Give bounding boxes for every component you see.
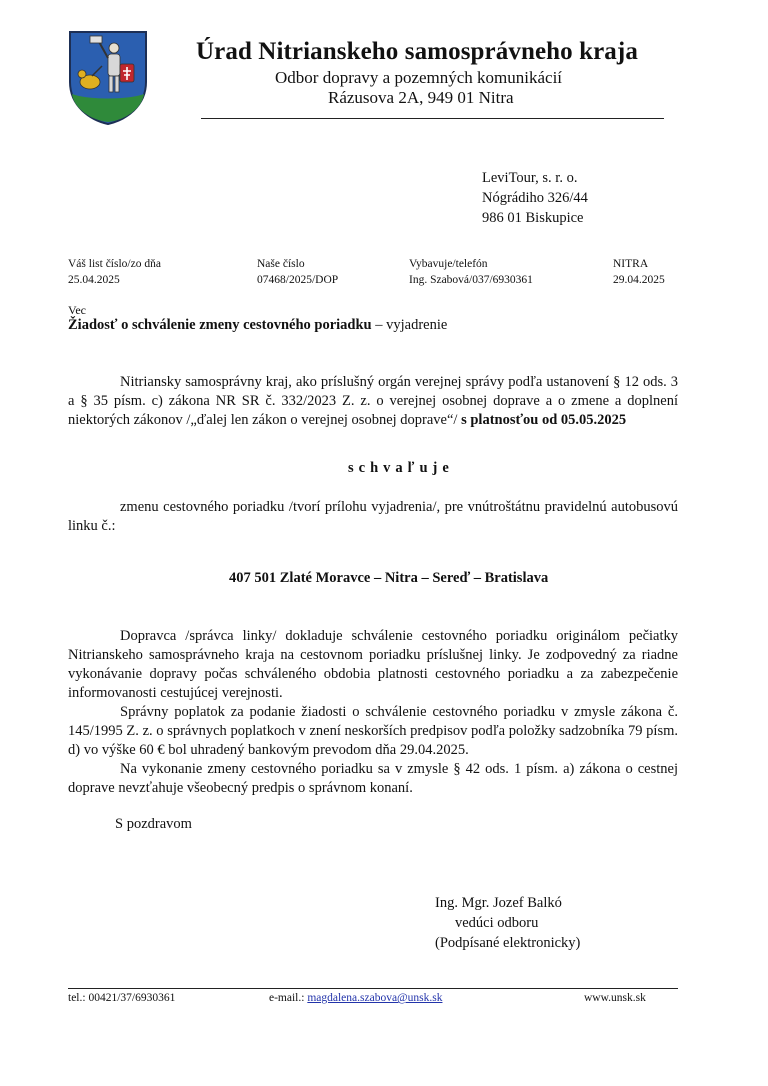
footer-email bbox=[269, 992, 442, 1004]
place-date bbox=[613, 256, 665, 288]
coat-of-arms-logo bbox=[68, 30, 148, 126]
recipient-address bbox=[482, 168, 588, 228]
our-reference bbox=[257, 256, 338, 288]
subject-label: Vec bbox=[68, 303, 86, 317]
footer-divider bbox=[68, 988, 678, 989]
recipient-name: LeviTour, s. r. o. bbox=[482, 170, 578, 186]
paragraph-change: zmenu cestovného poriadku /tvorí prílohu vyjadrenia/, pre vnútroštátnu pravidelnú autobusovú linku č.: bbox=[68, 499, 678, 534]
recipient-street: Nógrádiho 326/44 bbox=[482, 190, 588, 206]
paragraph-carrier: Dopravca /správca linky/ dokladuje schválenie cestovného poriadku originálom pečiatky Nitrianskeho samosprávneho kraja na cestovnom poriadku príslušnej linky. Je zodpovedný za riadne vykonávanie dopravy počas schváleného obdobia platnosti cestovného poriadku a za zabezpečenie informovanosti cestujúcej verejnosti. bbox=[68, 628, 678, 701]
signature-block bbox=[435, 893, 580, 953]
footer-website[interactable]: www.unsk.sk bbox=[584, 992, 646, 1004]
bus-line-name: 407 501 Zlaté Moravce – Nitra – Sereď – Bratislava bbox=[229, 570, 549, 586]
greeting: S pozdravom bbox=[115, 816, 192, 832]
place-label: NITRA bbox=[613, 258, 649, 270]
paragraph-fee: Správny poplatok za podanie žiadosti o schválenie cestovného poriadku v zmysle zákona č. 145/1995 Z. z. o správnych poplatkoch v znení neskorších predpisov podľa položky sadzobníka 79 písm. d) vo výške 60 € bol uhradený bankovým prevodom dňa 29.04.2025. bbox=[68, 704, 678, 758]
handler bbox=[409, 256, 533, 288]
paragraph-authority-text: Nitriansky samosprávny kraj, ako príslušný orgán verejnej správy podľa ustanovení § 12 ods. 3 a § 35 písm. c) zákona NR SR č. 332/2023 Z. z. o verejnej osobnej doprave a o zmene a doplnení niektorých zákonov /„ďalej len zákon o verejnej osobnej doprave“/ bbox=[68, 374, 678, 428]
email-link[interactable]: magdalena.szabova@unsk.sk bbox=[307, 992, 443, 1004]
your-reference-value: 25.04.2025 bbox=[68, 274, 120, 286]
your-reference-label: Váš list číslo/zo dňa bbox=[68, 258, 161, 270]
recipient-city: 986 01 Biskupice bbox=[482, 210, 584, 226]
footer-phone: tel.: 00421/37/6930361 bbox=[68, 992, 176, 1004]
org-department: Odbor dopravy a pozemných komunikácií bbox=[275, 68, 563, 87]
letter-date: 29.04.2025 bbox=[613, 274, 665, 286]
approval-verb: schvaľuje bbox=[348, 460, 454, 476]
signer-name: Ing. Mgr. Jozef Balkó bbox=[435, 895, 562, 911]
org-address: Rázusova 2A, 949 01 Nitra bbox=[328, 88, 514, 107]
our-reference-label: Naše číslo bbox=[257, 258, 305, 270]
subject-suffix: – vyjadrenie bbox=[371, 317, 448, 333]
org-title: Úrad Nitrianskeho samosprávneho kraja bbox=[196, 38, 638, 65]
footer-email-label: e-mail.: bbox=[269, 992, 308, 1004]
paragraph-conditions bbox=[68, 627, 678, 798]
signed-electronically: (Podpísané elektronicky) bbox=[435, 935, 581, 951]
signer-role: vedúci odboru bbox=[455, 915, 539, 931]
handler-label: Vybavuje/telefón bbox=[409, 258, 488, 270]
subject-line bbox=[68, 317, 447, 334]
our-reference-value: 07468/2025/DOP bbox=[257, 274, 339, 286]
validity-date: s platnosťou od 05.05.2025 bbox=[457, 412, 627, 428]
paragraph-procedure: Na vykonanie zmeny cestovného poriadku sa v zmysle § 42 ods. 1 písm. a) zákona o cestnej doprave nevzťahuje všeobecný predpis o správnom konaní. bbox=[68, 761, 678, 796]
header-divider bbox=[201, 118, 664, 119]
handler-value: Ing. Szabová/037/6930361 bbox=[409, 274, 533, 286]
subject-title: Žiadosť o schválenie zmeny cestovného poriadku bbox=[68, 317, 372, 333]
paragraph-authority bbox=[68, 373, 678, 430]
your-reference bbox=[68, 256, 161, 288]
